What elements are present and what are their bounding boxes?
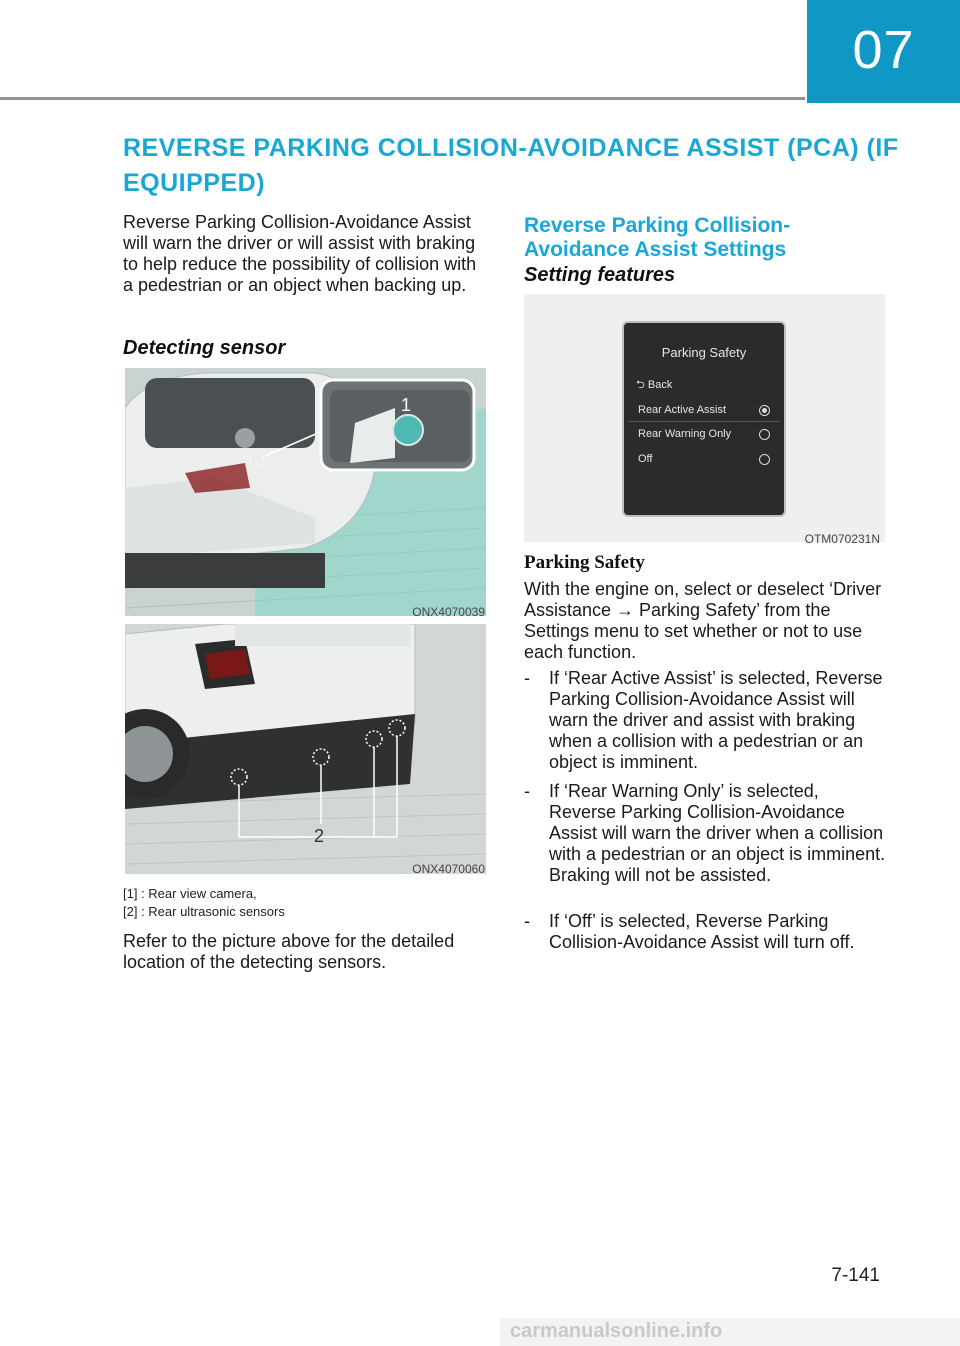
- page-number: 7-141: [831, 1265, 880, 1286]
- radio-unselected-icon: [759, 429, 770, 440]
- settings-heading: Reverse Parking Collision-Avoidance Assist Settings: [524, 214, 791, 261]
- radio-selected-icon: [759, 405, 770, 416]
- bullet-dash: -: [524, 781, 530, 801]
- screen-item-label: Rear Active Assist: [638, 404, 727, 416]
- screen-item-rear-active-assist[interactable]: [628, 398, 780, 422]
- watermark-text: carmanualsonline.info: [510, 1320, 723, 1342]
- sensor-illustration-camera: [125, 368, 486, 616]
- header-rule: [0, 97, 805, 100]
- screen-item-rear-warning-only[interactable]: [628, 422, 780, 446]
- screen-item-label: Rear Warning Only: [638, 428, 732, 440]
- bullet-dash: -: [524, 911, 530, 931]
- bullet-dash: -: [524, 668, 530, 688]
- legend-camera: [1] : Rear view camera,: [123, 886, 257, 901]
- image1-code: ONX4070039: [412, 605, 485, 619]
- section-title: REVERSE PARKING COLLISION-AVOIDANCE ASSIST (PCA) (IF EQUIPPED): [123, 134, 899, 197]
- sensor-illustration-ultrasonic: [125, 624, 486, 874]
- camera-callout-number: 1: [401, 395, 412, 415]
- bullet-rear-warning-only: [524, 781, 889, 906]
- bullet-text: If ‘Rear Active Assist’ is selected, Reverse Parking Collision-Avoidance Assist will warn the driver and assist with braking when a collision with a pedestrian or an object is imminent.: [549, 668, 883, 772]
- parking-safety-heading: Parking Safety: [524, 552, 645, 573]
- refer-paragraph: Refer to the picture above for the detailed location of the detecting sensors.: [123, 931, 455, 972]
- screen-back-button[interactable]: ⮌ Back: [636, 379, 673, 391]
- bullet-off: [524, 911, 889, 981]
- setting-features-heading: Setting features: [524, 264, 676, 286]
- bullet-rear-active-assist: [524, 668, 889, 772]
- camera-illustration-svg: [125, 368, 486, 616]
- screen-item-label: Off: [638, 453, 653, 465]
- image2-code: ONX4070060: [412, 862, 485, 876]
- ultrasonic-illustration-svg: [125, 624, 486, 874]
- radio-unselected-icon: [759, 454, 770, 465]
- legend-ultrasonic: [2] : Rear ultrasonic sensors: [123, 904, 285, 919]
- bullet-text: If ‘Rear Warning Only’ is selected, Reverse Parking Collision-Avoidance Assist will warn the driver when a collision with a pedestrian or an object is imminent. Braking will not be assisted.: [549, 781, 886, 885]
- detecting-sensor-heading: Detecting sensor: [123, 337, 286, 359]
- screen-item-off[interactable]: [628, 447, 780, 471]
- parking-safety-screen: [624, 323, 784, 515]
- parking-safety-paragraph: With the engine on, select or deselect ‘Driver Assistance → Parking Safety’ from the Settings menu to set whether or not to use each function.: [524, 579, 882, 662]
- intro-paragraph: Reverse Parking Collision-Avoidance Assist will warn the driver or will assist with braking to help reduce the possibility of collision with a pedestrian or an object when backing up.: [123, 212, 477, 295]
- bullet-text: If ‘Off’ is selected, Reverse Parking Collision-Avoidance Assist will turn off.: [549, 911, 855, 952]
- chapter-tab: 07: [807, 0, 960, 103]
- image3-code: OTM070231N: [804, 532, 880, 546]
- ultrasonic-callout-number: 2: [314, 826, 325, 846]
- screen-title: Parking Safety: [661, 345, 747, 360]
